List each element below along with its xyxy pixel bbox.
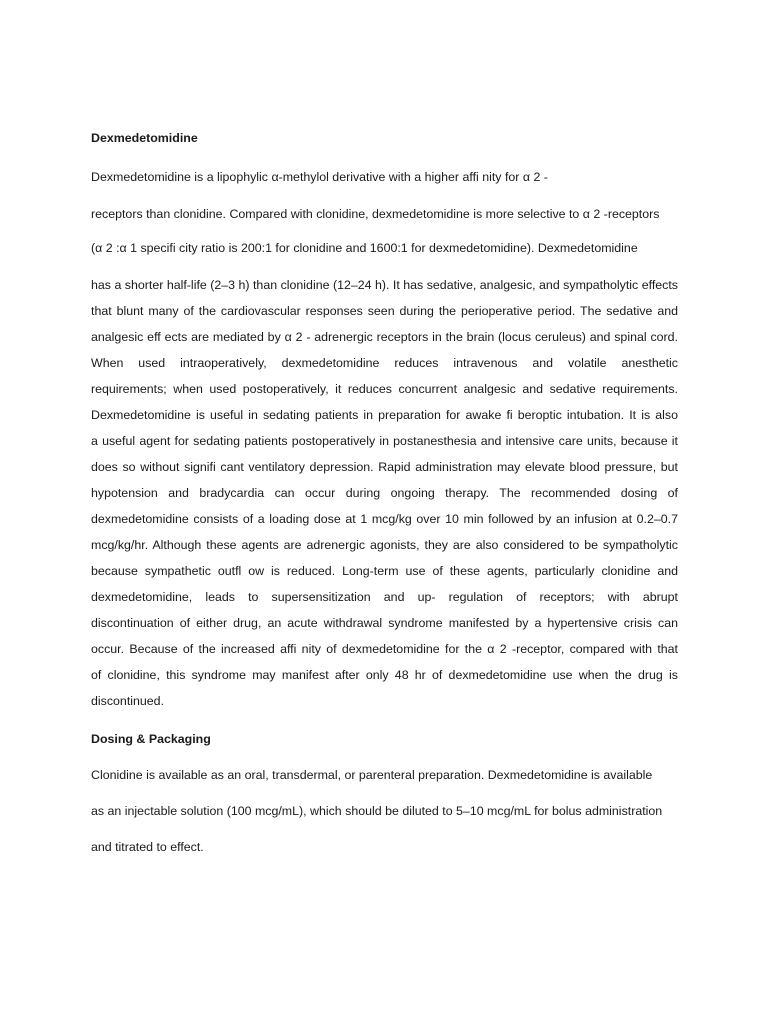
paragraph-line: of clonidine, this syndrome may manifest after only 48 hr of dexmedetomidine use when the drug is	[91, 668, 678, 682]
paragraph-line: When used intraoperatively, dexmedetomidine reduces intravenous and volatile anesthetic	[91, 356, 678, 370]
section-heading-dexmedetomidine: Dexmedetomidine	[91, 131, 198, 145]
paragraph-line: requirements; when used postoperatively, it reduces concurrent analgesic and sedative requirements.	[91, 382, 678, 396]
paragraph-line: that blunt many of the cardiovascular responses seen during the perioperative period. The sedative and	[91, 304, 678, 318]
paragraph-line: has a shorter half-life (2–3 h) than clonidine (12–24 h). It has sedative, analgesic, and sympatholytic effects	[91, 278, 678, 292]
paragraph-line: Clonidine is available as an oral, transdermal, or parenteral preparation. Dexmedetomidine is available	[91, 768, 653, 782]
paragraph-line: (α 2 :α 1 specifi city ratio is 200:1 for clonidine and 1600:1 for dexmedetomidine). Dexmedetomidine	[91, 241, 638, 255]
paragraph-line: discontinuation of either drug, an acute withdrawal syndrome manifested by a hypertensive crisis can	[91, 616, 678, 630]
paragraph-line: mcg/kg/hr. Although these agents are adrenergic agonists, they are also considered to be sympatholytic	[91, 538, 678, 552]
paragraph-line: receptors than clonidine. Compared with clonidine, dexmedetomidine is more selective to α 2 -receptors	[91, 207, 660, 221]
paragraph-line: because sympathetic outfl ow is reduced. Long-term use of these agents, particularly clonidine and	[91, 564, 678, 578]
paragraph-line: a useful agent for sedating patients postoperatively in postanesthesia and intensive care units, because it	[91, 434, 678, 448]
paragraph-line: dexmedetomidine consists of a loading dose at 1 mcg/kg over 10 min followed by an infusion at 0.2–0.7	[91, 512, 678, 526]
paragraph-line: as an injectable solution (100 mcg/mL), which should be diluted to 5–10 mcg/mL for bolus administration	[91, 804, 663, 818]
paragraph-line: Dexmedetomidine is useful in sedating patients in preparation for awake fi beroptic intubation. It is also	[91, 408, 678, 422]
paragraph-line: hypotension and bradycardia can occur during ongoing therapy. The recommended dosing of	[91, 486, 678, 500]
paragraph-line: Dexmedetomidine is a lipophylic α-methylol derivative with a higher affi nity for α 2 -	[91, 170, 548, 184]
paragraph-line: dexmedetomidine, leads to supersensitization and up- regulation of receptors; with abrupt	[91, 590, 678, 604]
paragraph-line: occur. Because of the increased affi nity of dexmedetomidine for the α 2 -receptor, compared with that	[91, 642, 678, 656]
paragraph-line: discontinued.	[91, 694, 165, 708]
paragraph-line: and titrated to effect.	[91, 840, 204, 854]
section-heading-dosing-packaging: Dosing & Packaging	[91, 732, 211, 746]
paragraph-line: analgesic eff ects are mediated by α 2 - adrenergic receptors in the brain (locus ceruleus) and spinal cord.	[91, 330, 678, 344]
paragraph-line: does so without signifi cant ventilatory depression. Rapid administration may elevate blood pressure, but	[91, 460, 678, 474]
